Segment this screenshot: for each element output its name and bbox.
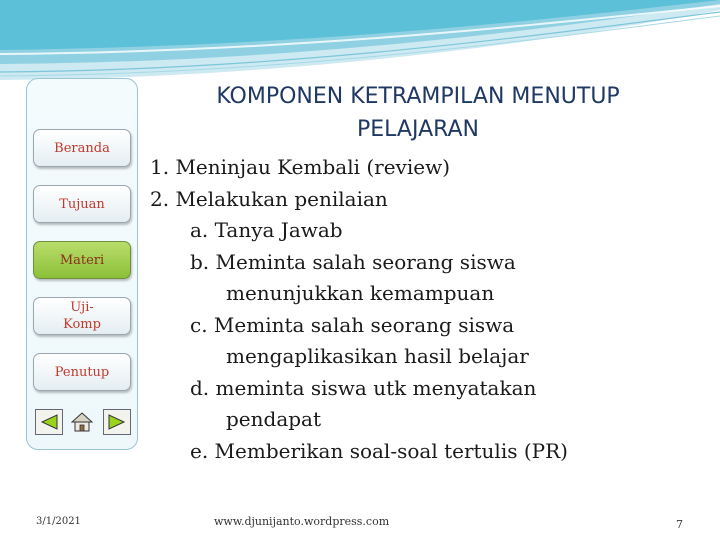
home-button[interactable] [69,409,95,435]
slide-title-line: PELAJARAN [356,117,480,142]
nav-button-penutup[interactable] [33,353,131,391]
content-line: a. Tanya Jawab [190,218,343,242]
nav-button-tujuan[interactable] [33,185,131,223]
home-icon [71,411,93,433]
content-line: mengaplikasikan hasil belajar [226,344,529,368]
content-line: pendapat [226,407,322,431]
slide-content [150,152,710,467]
nav-button-label: Uji- Komp [63,300,101,332]
slide-title-line: KOMPONEN KETRAMPILAN MENUTUP [216,84,620,109]
forward-arrow-icon [108,414,126,430]
nav-button-materi[interactable] [33,241,131,279]
forward-button[interactable] [103,409,131,435]
content-line: 2. Melakukan penilaian [150,186,388,211]
back-button[interactable] [35,409,63,435]
back-arrow-icon [40,414,58,430]
content-line: d. meminta siswa utk menyatakan [190,375,537,400]
navigation-panel [26,78,138,450]
nav-button-label: Materi [59,252,105,268]
header-wave-decoration [0,0,720,90]
footer-page-number: 7 [676,518,683,531]
content-line: e. Memberikan soal-soal tertulis (PR) [190,438,568,463]
content-line: c. Meminta salah seorang siswa [190,312,515,337]
content-line: 1. Meninjau Kembali (review) [150,155,451,179]
slide-title [168,80,668,146]
nav-button-uji-komp[interactable] [33,297,131,335]
nav-button-label: Tujuan [59,196,105,212]
footer-url: www.djunijanto.wordpress.com [214,515,390,528]
nav-button-label: Beranda [54,140,110,156]
nav-button-beranda[interactable] [33,129,131,167]
footer-date: 3/1/2021 [36,516,81,527]
content-line: b. Meminta salah seorang siswa [190,249,516,274]
content-line: menunjukkan kemampuan [226,281,495,305]
nav-button-label: Penutup [54,364,110,380]
